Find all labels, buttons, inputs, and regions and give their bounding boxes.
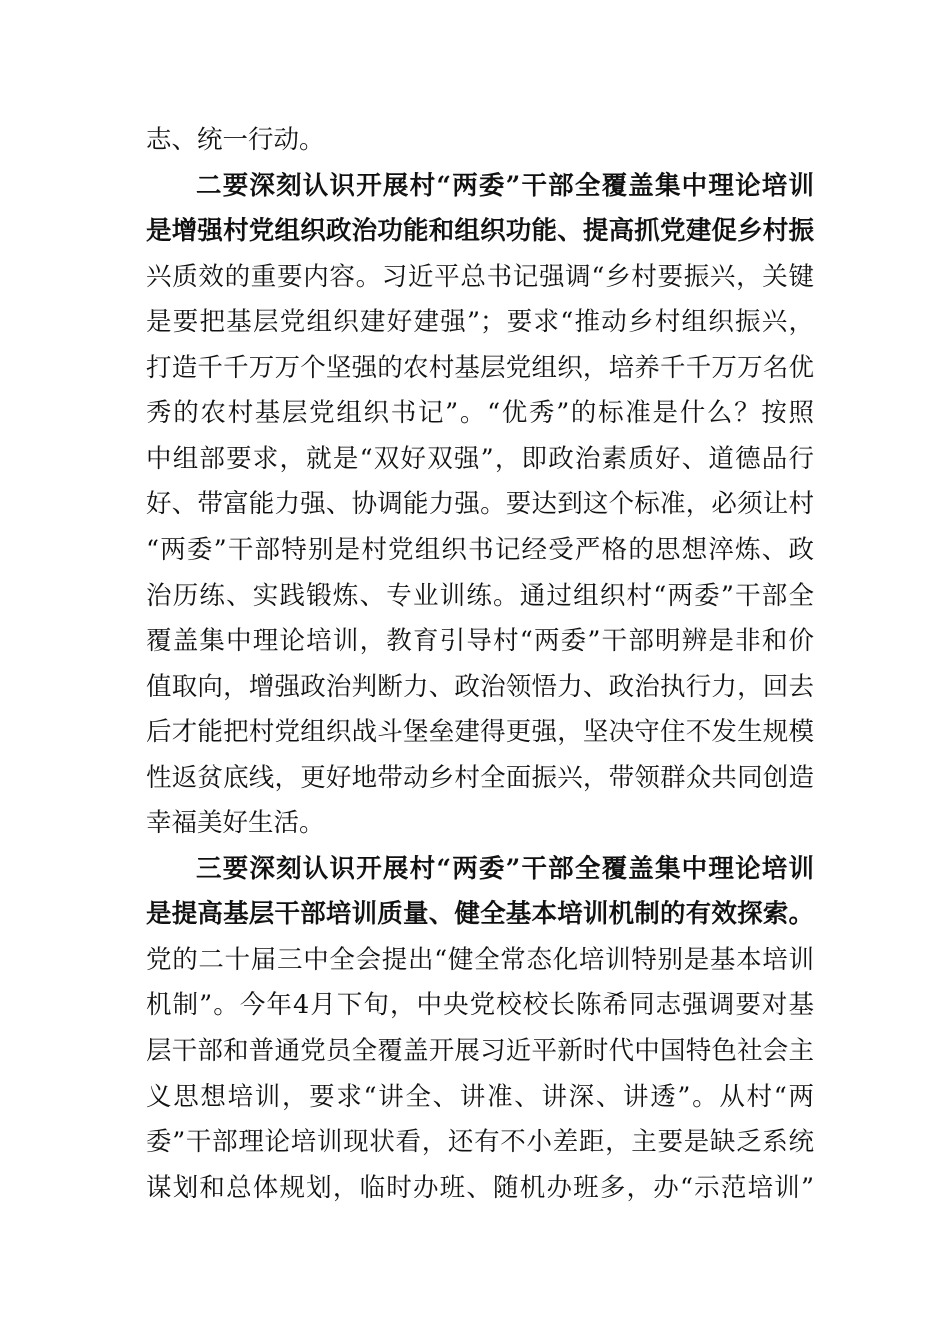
text-line: 义思想培训，要求“讲全、讲准、讲深、讲透”。从村“两 — [146, 1081, 814, 1112]
text-line: 是增强村党组织政治功能和组织功能、提高抓党建促乡村振 — [146, 216, 814, 247]
text-line: 是要把基层党组织建好建强”；要求“推动乡村组织振兴， — [146, 307, 814, 338]
text-line: 中组部要求，就是“双好双强”，即政治素质好、道德品行 — [146, 443, 814, 474]
text-line: 志、统一行动。 — [146, 125, 325, 155]
text-line: 值取向，增强政治判断力、政治领悟力、政治执行力，回去 — [146, 671, 814, 702]
text-line: 谋划和总体规划，临时办班、随机办班多，办“示范培训” — [146, 1172, 814, 1203]
text-line: 委”干部理论培训现状看，还有不小差距，主要是缺乏系统 — [146, 1127, 814, 1158]
text-line: 幸福美好生活。 — [146, 808, 325, 839]
text-line: 层干部和普通党员全覆盖开展习近平新时代中国特色社会主 — [146, 1036, 814, 1066]
text-line: 好、带富能力强、协调能力强。要达到这个标准，必须让村 — [146, 489, 814, 520]
text-line: 是提高基层干部培训质量、健全基本培训机制的有效探索。 — [146, 899, 814, 930]
text-line: 性返贫底线，更好地带动乡村全面振兴，带领群众共同创造 — [146, 762, 814, 793]
text-line: 覆盖集中理论培训，教育引导村“两委”干部明辨是非和价 — [146, 626, 814, 657]
text-line: 机制”。今年4月下旬，中央党校校长陈希同志强调要对基 — [146, 990, 814, 1021]
text-line: 党的二十届三中全会提出“健全常态化培训特别是基本培训 — [146, 944, 814, 975]
text-line: 打造千千万万个坚强的农村基层党组织，培养千千万万名优 — [146, 352, 814, 383]
text-line: “两委”干部特别是村党组织书记经受严格的思想淬炼、政 — [146, 534, 814, 565]
text-line: 二要深刻认识开展村“两委”干部全覆盖集中理论培训 — [196, 170, 814, 201]
text-line: 三要深刻认识开展村“两委”干部全覆盖集中理论培训 — [196, 853, 814, 884]
text-line: 兴质效的重要内容。习近平总书记强调“乡村要振兴，关键 — [146, 261, 814, 292]
text-line: 秀的农村基层党组织书记”。“优秀”的标准是什么？按照 — [146, 398, 814, 429]
text-line: 后才能把村党组织战斗堡垒建得更强，坚决守住不发生规模 — [146, 717, 814, 748]
text-line: 治历练、实践锻炼、专业训练。通过组织村“两委”干部全 — [146, 580, 814, 611]
